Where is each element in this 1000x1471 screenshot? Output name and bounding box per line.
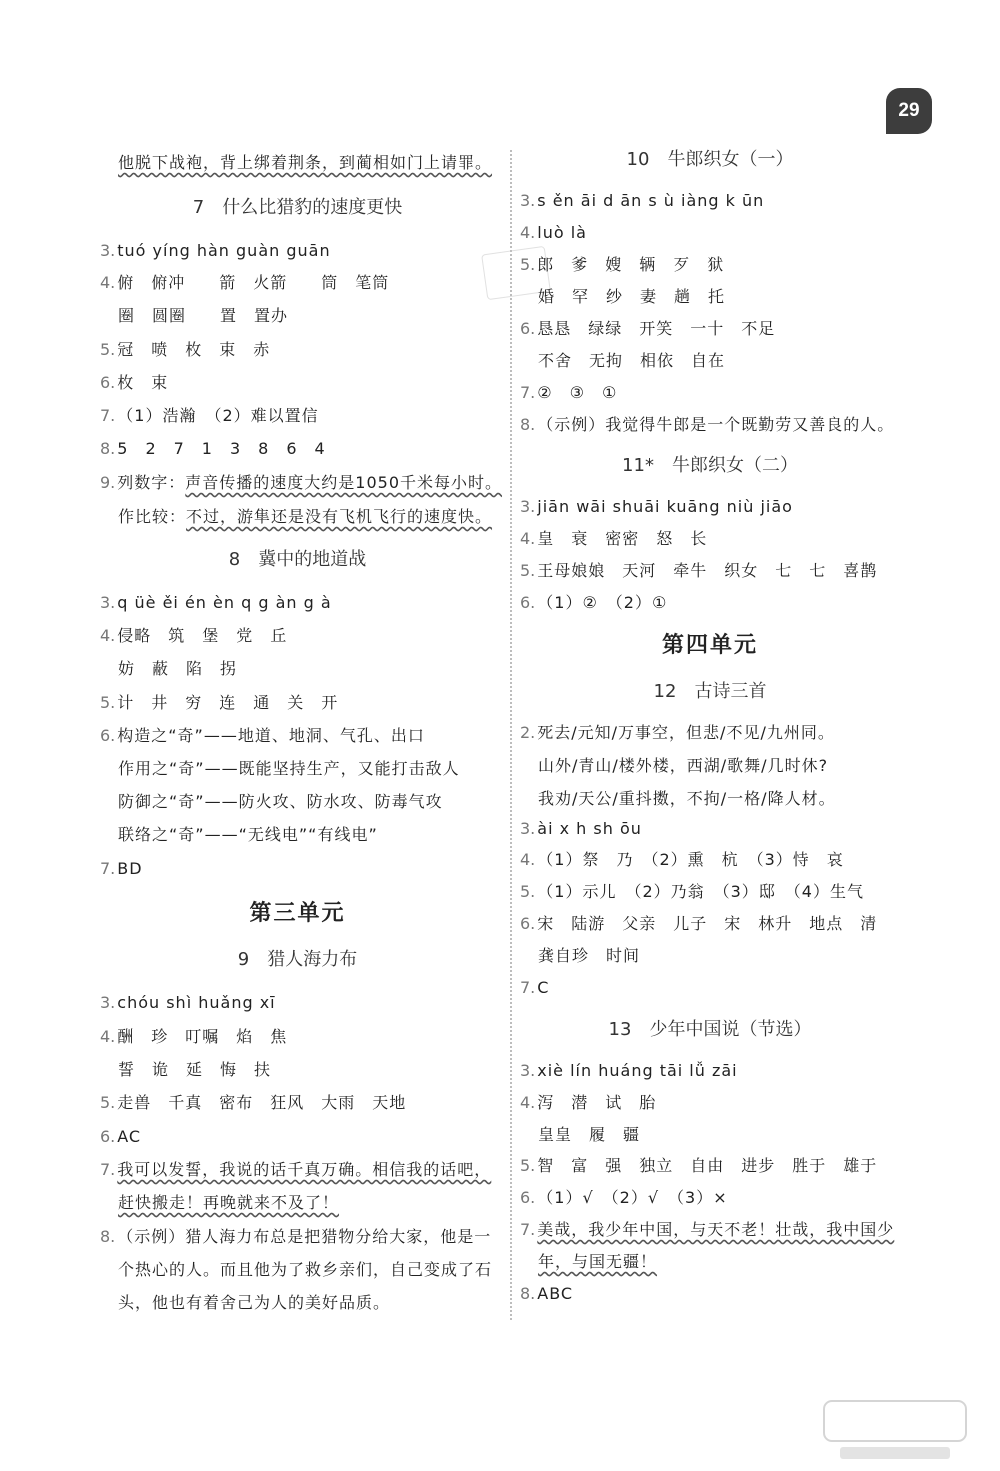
l10-q4: 4. luò là bbox=[520, 223, 587, 242]
l9-q3: 3. chóu shì huǎng xī bbox=[100, 993, 276, 1012]
l10-q6b: 不舍 无拘 相依 自在 bbox=[538, 351, 726, 370]
page-number-badge: 29 bbox=[886, 88, 932, 134]
l10-q5b: 婚 罕 纱 妻 趟 托 bbox=[538, 287, 726, 306]
l9-q4a: 4. 酬 珍 叮嘱 焰 焦 bbox=[100, 1027, 288, 1046]
l9-q8c: 头，他也有着舍己为人的美好品质。 bbox=[118, 1293, 391, 1312]
lesson-10-title: 10 牛郎织女（一） bbox=[626, 149, 794, 170]
l9-q8a: 8. （示例）猎人海力布总是把猎物分给大家，他是一 bbox=[100, 1227, 492, 1246]
unit-3-title: 第三单元 bbox=[249, 901, 346, 926]
unit-4-title: 第四单元 bbox=[661, 633, 758, 658]
l9-q7a: 7. 我可以发誓，我说的话千真万确。相信我的话吧， bbox=[100, 1160, 492, 1179]
l7-q9a: 9. 列数字：声音传播的速度大约是1050千米每小时。 bbox=[100, 473, 503, 492]
l8-q6c: 防御之“奇”——防火攻、防水攻、防毒气攻 bbox=[118, 792, 443, 811]
column-divider bbox=[510, 150, 512, 1320]
l11-q3: 3. jiān wāi shuāi kuāng niù jiāo bbox=[520, 497, 793, 516]
l9-q5: 5. 走兽 千真 密布 狂风 大雨 天地 bbox=[100, 1093, 407, 1112]
intro-line: 他脱下战袍，背上绑着荆条，到蔺相如门上请罪。 bbox=[118, 153, 493, 172]
l7-q4a: 4. 俯 俯冲 箭 火箭 筒 笔筒 bbox=[100, 273, 390, 292]
l10-q8: 8. （示例）我觉得牛郎是一个既勤劳又善良的人。 bbox=[520, 415, 895, 434]
l7-q9b: 作比较：不过，游隼还是没有飞机飞行的速度快。 bbox=[118, 507, 493, 526]
l10-q5a: 5. 郎 爹 嫂 辆 歹 狱 bbox=[520, 255, 725, 274]
l7-q8: 8. 5 2 7 1 3 8 6 4 bbox=[100, 439, 326, 458]
lesson-12-title: 12 古诗三首 bbox=[653, 681, 767, 702]
l9-q6: 6. AC bbox=[100, 1127, 142, 1146]
l11-q5: 5. 王母娘娘 天河 牵牛 织女 七 七 喜鹊 bbox=[520, 561, 878, 580]
l8-q6b: 作用之“奇”——既能坚持生产，又能打击敌人 bbox=[118, 759, 460, 778]
l8-q4b: 妨 蔽 陷 拐 bbox=[118, 659, 238, 678]
lesson-8-title: 8 冀中的地道战 bbox=[228, 549, 367, 570]
l12-q7: 7. C bbox=[520, 978, 550, 997]
l8-q6a: 6. 构造之“奇”——地道、地洞、气孔、出口 bbox=[100, 726, 425, 745]
l13-q7b: 年，与国无疆！ bbox=[538, 1252, 658, 1271]
l10-q7: 7. ② ③ ① bbox=[520, 383, 618, 402]
l8-q6d: 联络之“奇”——“无线电”“有线电” bbox=[118, 825, 378, 844]
l10-q6a: 6. 恳恳 绿绿 开笑 一十 不足 bbox=[520, 319, 776, 338]
l12-q2b: 山外/青山/楼外楼，西湖/歌舞/几时休? bbox=[538, 756, 829, 775]
l13-q5: 5. 智 富 强 独立 自由 进步 胜于 雄于 bbox=[520, 1156, 878, 1175]
l12-q6b: 龚自珍 时间 bbox=[538, 946, 641, 965]
l7-q7: 7. （1）浩瀚 （2）难以置信 bbox=[100, 406, 319, 425]
l9-q8b: 个热心的人。而且他为了救乡亲们，自己变成了石 bbox=[118, 1260, 493, 1279]
watermark-logo bbox=[820, 1395, 970, 1465]
l12-q2a: 2. 死去/元知/万事空，但悲/不见/九州同。 bbox=[520, 723, 835, 742]
l11-q6: 6. （1）② （2）① bbox=[520, 593, 668, 612]
l11-q4: 4. 皇 衰 密密 怒 长 bbox=[520, 529, 708, 548]
l7-q3: 3. tuó yíng hàn guàn guān bbox=[100, 241, 331, 260]
l13-q4a: 4. 泻 潜 试 胎 bbox=[520, 1093, 657, 1112]
l12-q2c: 我劝/天公/重抖擞，不拘/一格/降人材。 bbox=[538, 789, 836, 808]
l8-q5: 5. 计 井 穷 连 通 关 开 bbox=[100, 693, 339, 712]
l7-q4b: 圈 圆圈 置 置办 bbox=[118, 306, 289, 325]
l10-q3: 3. s ěn āi d ān s ù iàng k ūn bbox=[520, 191, 765, 210]
lesson-13-title: 13 少年中国说（节选） bbox=[608, 1019, 812, 1040]
l12-q6a: 6. 宋 陆游 父亲 儿子 宋 林升 地点 清 bbox=[520, 914, 878, 933]
l9-q7b: 赶快搬走！再晚就来不及了！ bbox=[118, 1193, 340, 1212]
lesson-9-title: 9 猎人海力布 bbox=[237, 949, 358, 970]
l8-q7: 7. BD bbox=[100, 859, 143, 878]
l12-q5: 5. （1）示儿 （2）乃翁 （3）邸 （4）生气 bbox=[520, 882, 864, 901]
l13-q8: 8. ABC bbox=[520, 1284, 574, 1303]
l7-q5: 5. 冠 喷 枚 束 赤 bbox=[100, 340, 271, 359]
l13-q7a: 7. 美哉，我少年中国，与天不老！壮哉，我中国少 bbox=[520, 1220, 895, 1239]
l8-q3: 3. q üè ěi én èn q g àn g à bbox=[100, 593, 332, 612]
l7-q6: 6. 枚 束 bbox=[100, 373, 169, 392]
l13-q4b: 皇皇 履 疆 bbox=[538, 1125, 641, 1144]
lesson-11-title: 11* 牛郎织女（二） bbox=[622, 455, 798, 476]
l13-q3: 3. xiè lín huáng tāi lǚ zāi bbox=[520, 1061, 738, 1080]
l12-q4: 4. （1）祭 乃 （2）熏 杭 （3）恃 哀 bbox=[520, 850, 844, 869]
l9-q4b: 誓 诡 延 悔 扶 bbox=[118, 1060, 272, 1079]
l12-q3: 3. ài x h sh ōu bbox=[520, 819, 642, 838]
l8-q4a: 4. 侵略 筑 堡 党 丘 bbox=[100, 626, 288, 645]
l13-q6: 6. （1）√ （2）√ （3）× bbox=[520, 1188, 728, 1207]
lesson-7-title: 7 什么比猎豹的速度更快 bbox=[192, 197, 403, 218]
